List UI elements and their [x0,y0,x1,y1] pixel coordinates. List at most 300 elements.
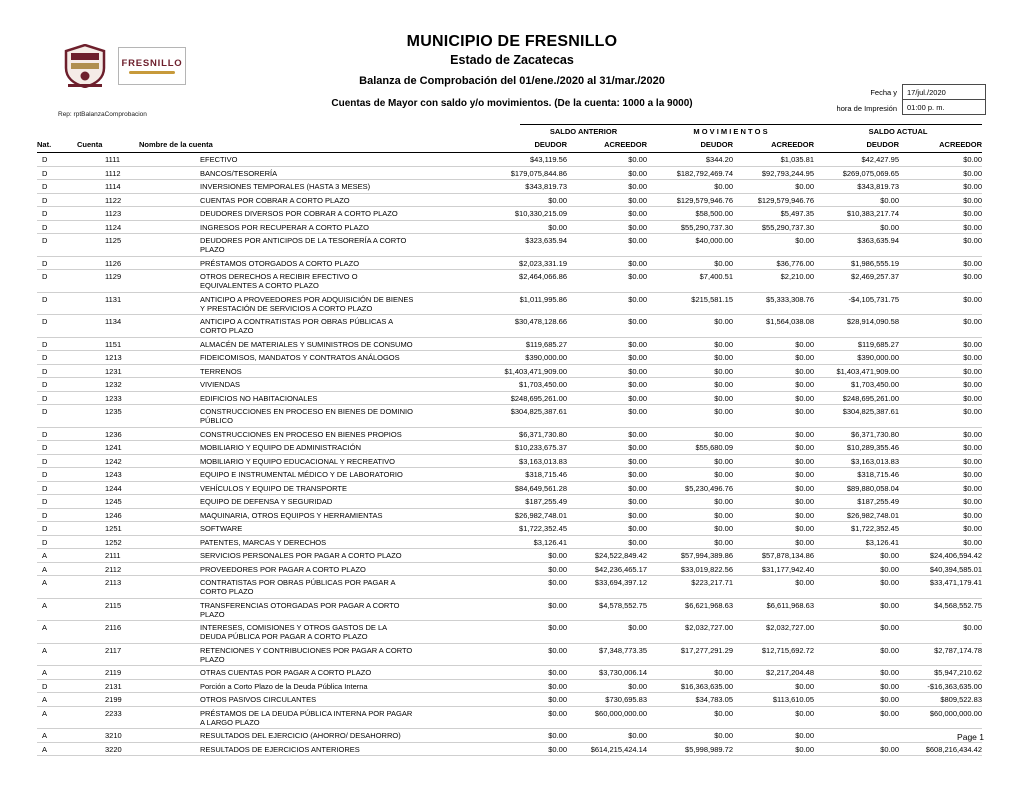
cell-nat: A [37,643,77,666]
cell-ac-acreedor: $0.00 [899,180,982,194]
cell-ac-deudor: $0.00 [814,706,899,729]
cell-sa-acreedor: $24,522,849.42 [567,549,647,563]
table-row [37,729,982,743]
cell-cuenta: 1134 [77,315,139,338]
cell-mv-deudor: $57,994,389.86 [647,549,733,563]
cell-sa-acreedor: $0.00 [567,364,647,378]
cell-sa-deudor: $0.00 [417,549,567,563]
cell-ac-acreedor: $0.00 [899,220,982,234]
cell-mv-deudor: $0.00 [647,666,733,680]
cell-mv-deudor: $58,500.00 [647,207,733,221]
cell-sa-deudor: $0.00 [417,706,567,729]
cell-mv-acreedor: $0.00 [733,234,814,257]
cell-ac-acreedor: $0.00 [899,193,982,207]
cell-sa-acreedor: $7,348,773.35 [567,643,647,666]
cell-nat: D [37,270,77,293]
saldo-actual-group-header: SALDO ACTUAL [814,124,982,137]
cell-sa-deudor: $2,464,066.86 [417,270,567,293]
table-row [37,292,982,315]
cell-nat: A [37,666,77,680]
cell-ac-acreedor: $0.00 [899,315,982,338]
cell-sa-acreedor: $0.00 [567,270,647,293]
print-time-value: 01:00 p. m. [902,100,986,115]
cell-ac-acreedor: $60,000,000.00 [899,706,982,729]
cell-nombre: EQUIPO E INSTRUMENTAL MÉDICO Y DE LABORATORIO [139,468,417,482]
cell-nat: A [37,706,77,729]
cell-mv-deudor: $40,000.00 [647,234,733,257]
saldo-anterior-group-header: SALDO ANTERIOR [417,124,647,137]
cell-nat: D [37,454,77,468]
cell-ac-deudor: $343,819.73 [814,180,899,194]
cell-ac-acreedor: $0.00 [899,270,982,293]
cell-nat: D [37,292,77,315]
table-row [37,495,982,509]
table-row [37,598,982,621]
cell-mv-deudor: $129,579,946.76 [647,193,733,207]
cell-sa-acreedor: $0.00 [567,234,647,257]
cell-sa-deudor: $323,635.94 [417,234,567,257]
cell-sa-acreedor: $0.00 [567,220,647,234]
cell-nat: D [37,522,77,536]
cell-sa-deudor: $1,703,450.00 [417,378,567,392]
print-time-row [837,100,986,115]
cell-nombre: EQUIPO DE DEFENSA Y SEGURIDAD [139,495,417,509]
cell-sa-acreedor: $0.00 [567,256,647,270]
cell-nombre: CONSTRUCCIONES EN PROCESO EN BIENES PROPIOS [139,427,417,441]
cell-ac-deudor: $0.00 [814,679,899,693]
cell-mv-deudor: $0.00 [647,391,733,405]
cell-nat: A [37,742,77,756]
cell-cuenta: 1131 [77,292,139,315]
cell-cuenta: 1242 [77,454,139,468]
cell-mv-deudor: $16,363,635.00 [647,679,733,693]
mv-acreedor-column-header: ACREEDOR [733,137,814,153]
cell-ac-deudor: $3,126.41 [814,535,899,549]
cell-mv-acreedor: $0.00 [733,576,814,599]
cell-sa-acreedor: $0.00 [567,378,647,392]
cell-sa-deudor: $119,685.27 [417,337,567,351]
cell-ac-deudor: $0.00 [814,576,899,599]
cell-nat: D [37,481,77,495]
cell-nat: A [37,598,77,621]
cell-sa-acreedor: $0.00 [567,441,647,455]
table-row [37,270,982,293]
cell-ac-deudor: $0.00 [814,621,899,644]
cell-ac-deudor: $248,695,261.00 [814,391,899,405]
cell-ac-acreedor: $5,947,210.62 [899,666,982,680]
cell-sa-deudor: $6,371,730.80 [417,427,567,441]
cell-mv-deudor: $0.00 [647,405,733,428]
cell-mv-acreedor: $5,333,308.76 [733,292,814,315]
cell-mv-deudor: $0.00 [647,315,733,338]
group-header-spacer [37,124,417,137]
table-row [37,378,982,392]
cell-nombre: ANTICIPO A CONTRATISTAS POR OBRAS PÚBLICAS A CORTO PLAZO [139,315,417,338]
table-row [37,454,982,468]
cell-cuenta: 1213 [77,351,139,365]
table-row [37,337,982,351]
cell-cuenta: 2112 [77,562,139,576]
cell-cuenta: 2113 [77,576,139,599]
fresnillo-wordmark-text: FRESNILLO [121,58,183,69]
cell-ac-deudor: $187,255.49 [814,495,899,509]
cell-ac-deudor: $0.00 [814,666,899,680]
cell-cuenta: 3210 [77,729,139,743]
cell-mv-deudor: $0.00 [647,454,733,468]
cell-sa-acreedor: $0.00 [567,153,647,167]
cell-ac-acreedor: $809,522.83 [899,693,982,707]
cell-sa-deudor: $0.00 [417,598,567,621]
table-row [37,508,982,522]
report-ref: Rep: rptBalanzaComprobacion [58,111,147,118]
cell-ac-deudor: $3,163,013.83 [814,454,899,468]
cell-ac-deudor: $0.00 [814,220,899,234]
cell-sa-acreedor: $0.00 [567,729,647,743]
cell-ac-acreedor: $0.00 [899,468,982,482]
cell-sa-acreedor: $0.00 [567,166,647,180]
cell-nombre: INVERSIONES TEMPORALES (HASTA 3 MESES) [139,180,417,194]
cell-mv-acreedor: $0.00 [733,427,814,441]
cell-sa-deudor: $2,023,331.19 [417,256,567,270]
cell-cuenta: 2199 [77,693,139,707]
print-date-label: Fecha y [870,88,897,97]
cell-nat: D [37,468,77,482]
table-row [37,621,982,644]
cell-cuenta: 1244 [77,481,139,495]
cell-ac-acreedor: $0.00 [899,153,982,167]
cell-mv-deudor: $7,400.51 [647,270,733,293]
table-row [37,468,982,482]
print-date-row [837,84,986,100]
cell-nombre: CUENTAS POR COBRAR A CORTO PLAZO [139,193,417,207]
cell-cuenta: 1122 [77,193,139,207]
cell-ac-deudor: $0.00 [814,562,899,576]
cell-sa-acreedor: $730,695.83 [567,693,647,707]
cell-nat: D [37,193,77,207]
cell-nombre: ALMACÉN DE MATERIALES Y SUMINISTROS DE CONSUMO [139,337,417,351]
cell-sa-deudor: $30,478,128.66 [417,315,567,338]
cell-nat: D [37,153,77,167]
cell-mv-acreedor: $0.00 [733,535,814,549]
cell-nombre: PROVEEDORES POR PAGAR A CORTO PLAZO [139,562,417,576]
cell-ac-acreedor: $0.00 [899,495,982,509]
cell-sa-deudor: $3,126.41 [417,535,567,549]
cell-cuenta: 1231 [77,364,139,378]
cell-mv-deudor: $223,217.71 [647,576,733,599]
cell-cuenta: 2131 [77,679,139,693]
cell-cuenta: 1232 [77,378,139,392]
cell-nombre: PRÉSTAMOS OTORGADOS A CORTO PLAZO [139,256,417,270]
cell-ac-acreedor: $24,406,594.42 [899,549,982,563]
cell-cuenta: 1129 [77,270,139,293]
cell-ac-deudor: $1,986,555.19 [814,256,899,270]
cell-ac-deudor: $269,075,069.65 [814,166,899,180]
cell-mv-deudor: $55,290,737.30 [647,220,733,234]
table-row [37,576,982,599]
cell-sa-deudor: $0.00 [417,562,567,576]
cell-cuenta: 1112 [77,166,139,180]
cell-sa-deudor: $0.00 [417,729,567,743]
cell-mv-acreedor: $0.00 [733,351,814,365]
table-row [37,315,982,338]
cell-nombre: EFECTIVO [139,153,417,167]
cell-sa-acreedor: $0.00 [567,337,647,351]
cell-ac-deudor: $10,289,355.46 [814,441,899,455]
cell-ac-acreedor: $2,787,174.78 [899,643,982,666]
cell-ac-deudor: $318,715.46 [814,468,899,482]
cell-cuenta: 1125 [77,234,139,257]
cell-sa-acreedor: $0.00 [567,535,647,549]
table-row [37,562,982,576]
cell-ac-deudor: $89,880,058.04 [814,481,899,495]
cell-nat: D [37,180,77,194]
cell-nombre: CONTRATISTAS POR OBRAS PÚBLICAS POR PAGAR A CORTO PLAZO [139,576,417,599]
cell-ac-acreedor: $0.00 [899,522,982,536]
cell-mv-deudor: $182,792,469.74 [647,166,733,180]
cell-sa-acreedor: $3,730,006.14 [567,666,647,680]
cell-mv-acreedor: $36,776.00 [733,256,814,270]
cell-cuenta: 1233 [77,391,139,405]
cell-cuenta: 1126 [77,256,139,270]
cell-sa-deudor: $1,403,471,909.00 [417,364,567,378]
cell-mv-acreedor: $0.00 [733,454,814,468]
cell-mv-deudor: $5,230,496.76 [647,481,733,495]
cell-ac-deudor: $363,635.94 [814,234,899,257]
cell-nombre: DEUDORES POR ANTICIPOS DE LA TESORERÍA A CORTO PLAZO [139,234,417,257]
cell-sa-acreedor: $0.00 [567,315,647,338]
cell-ac-acreedor: $0.00 [899,391,982,405]
cell-mv-acreedor: $129,579,946.76 [733,193,814,207]
cell-sa-acreedor: $0.00 [567,508,647,522]
cell-mv-deudor: $344.20 [647,153,733,167]
cell-sa-deudor: $187,255.49 [417,495,567,509]
report-title: Balanza de Comprobación del 01/ene./2020 al 31/mar./2020 [359,75,665,87]
cell-mv-acreedor: $0.00 [733,706,814,729]
cell-mv-deudor: $0.00 [647,706,733,729]
movimientos-group-header: M O V I M I E N T O S [647,124,814,137]
cell-mv-deudor: $33,019,822.56 [647,562,733,576]
table-row [37,441,982,455]
cell-mv-deudor: $34,783.05 [647,693,733,707]
table-row [37,405,982,428]
cell-cuenta: 2233 [77,706,139,729]
cell-nat: D [37,351,77,365]
municipality-title: MUNICIPIO DE FRESNILLO [406,33,618,50]
cell-nat: D [37,427,77,441]
cell-ac-deudor: $304,825,387.61 [814,405,899,428]
cell-nat: A [37,576,77,599]
cell-sa-deudor: $0.00 [417,576,567,599]
cell-mv-deudor: $55,680.09 [647,441,733,455]
cell-sa-acreedor: $4,578,552.75 [567,598,647,621]
table-row [37,256,982,270]
cell-mv-acreedor: $0.00 [733,522,814,536]
cell-mv-deudor: $0.00 [647,378,733,392]
cell-mv-acreedor: $55,290,737.30 [733,220,814,234]
cell-sa-deudor: $10,233,675.37 [417,441,567,455]
cell-mv-acreedor: $6,611,968.63 [733,598,814,621]
table-row [37,481,982,495]
cell-nombre: BANCOS/TESORERÍA [139,166,417,180]
cell-nombre: ANTICIPO A PROVEEDORES POR ADQUISICIÓN DE BIENES Y PRESTACIÓN DE SERVICIOS A CORTO PLAZO [139,292,417,315]
cell-cuenta: 1245 [77,495,139,509]
cell-nombre: INGRESOS POR RECUPERAR A CORTO PLAZO [139,220,417,234]
cell-nat: A [37,693,77,707]
cell-ac-acreedor: $0.00 [899,378,982,392]
cell-nat: A [37,729,77,743]
cell-nombre: EDIFICIOS NO HABITACIONALES [139,391,417,405]
cell-ac-acreedor: $0.00 [899,207,982,221]
cell-mv-deudor: $215,581.15 [647,292,733,315]
cell-sa-deudor: $0.00 [417,679,567,693]
cell-ac-acreedor: $33,471,179.41 [899,576,982,599]
cell-nombre: TERRENOS [139,364,417,378]
cell-mv-acreedor: $0.00 [733,180,814,194]
cell-nat: D [37,166,77,180]
table-row [37,427,982,441]
cell-sa-acreedor: $0.00 [567,427,647,441]
cell-nombre: CONSTRUCCIONES EN PROCESO EN BIENES DE DOMINIO PÚBLICO [139,405,417,428]
cell-cuenta: 2119 [77,666,139,680]
cell-mv-acreedor: $12,715,692.72 [733,643,814,666]
cell-sa-deudor: $3,163,013.83 [417,454,567,468]
cell-cuenta: 1111 [77,153,139,167]
table-row [37,351,982,365]
cell-mv-acreedor: $0.00 [733,679,814,693]
cell-nombre: MOBILIARIO Y EQUIPO DE ADMINISTRACIÓN [139,441,417,455]
cell-mv-deudor: $0.00 [647,495,733,509]
cell-nombre: RETENCIONES Y CONTRIBUCIONES POR PAGAR A CORTO PLAZO [139,643,417,666]
cell-ac-acreedor: $0.00 [899,234,982,257]
cell-ac-acreedor: $4,568,552.75 [899,598,982,621]
cell-ac-acreedor: $0.00 [899,535,982,549]
cell-sa-deudor: $0.00 [417,193,567,207]
table-row [37,207,982,221]
cell-cuenta: 1235 [77,405,139,428]
cell-nombre: TRANSFERENCIAS OTORGADAS POR PAGAR A CORTO PLAZO [139,598,417,621]
cell-sa-acreedor: $0.00 [567,292,647,315]
cell-cuenta: 2116 [77,621,139,644]
cell-ac-acreedor: $0.00 [899,292,982,315]
cell-ac-deudor: $10,383,217.74 [814,207,899,221]
cell-mv-acreedor: $0.00 [733,441,814,455]
cell-mv-deudor: $0.00 [647,364,733,378]
cell-mv-acreedor: $92,793,244.95 [733,166,814,180]
cell-ac-deudor: $390,000.00 [814,351,899,365]
cell-nat: D [37,337,77,351]
cell-nat: A [37,549,77,563]
cell-sa-acreedor: $33,694,397.12 [567,576,647,599]
cell-sa-acreedor: $0.00 [567,679,647,693]
cell-sa-deudor: $304,825,387.61 [417,405,567,428]
cell-ac-acreedor: $0.00 [899,508,982,522]
cell-ac-deudor: $1,703,450.00 [814,378,899,392]
cell-sa-acreedor: $0.00 [567,522,647,536]
cell-cuenta: 1251 [77,522,139,536]
cell-nombre: OTROS PASIVOS CIRCULANTES [139,693,417,707]
state-title: Estado de Zacatecas [450,53,574,67]
cell-cuenta: 1252 [77,535,139,549]
cell-mv-acreedor: $0.00 [733,405,814,428]
cell-ac-acreedor: $0.00 [899,256,982,270]
cell-sa-acreedor: $0.00 [567,405,647,428]
cell-cuenta: 1241 [77,441,139,455]
mv-deudor-column-header: DEUDOR [647,137,733,153]
cell-mv-acreedor: $2,032,727.00 [733,621,814,644]
cell-mv-acreedor: $57,878,134.86 [733,549,814,563]
cell-sa-deudor: $84,649,561.28 [417,481,567,495]
cell-mv-acreedor: $0.00 [733,729,814,743]
cell-nat: D [37,364,77,378]
cell-ac-acreedor: $0.00 [899,351,982,365]
cell-ac-deudor: $0.00 [814,598,899,621]
cell-ac-deudor: $119,685.27 [814,337,899,351]
cell-sa-deudor: $0.00 [417,742,567,756]
cell-mv-deudor: $17,277,291.29 [647,643,733,666]
cell-ac-acreedor: $0.00 [899,441,982,455]
cell-sa-deudor: $43,119.56 [417,153,567,167]
cell-mv-deudor: $0.00 [647,180,733,194]
cell-nat: D [37,234,77,257]
cell-nombre: FIDEICOMISOS, MANDATOS Y CONTRATOS ANÁLOGOS [139,351,417,365]
table-row [37,706,982,729]
table-body [37,153,982,756]
cell-mv-acreedor: $5,497.35 [733,207,814,221]
cell-sa-acreedor: $0.00 [567,481,647,495]
cell-ac-acreedor: $608,216,434.42 [899,742,982,756]
table-row [37,153,982,167]
cell-nombre: VEHÍCULOS Y EQUIPO DE TRANSPORTE [139,481,417,495]
cell-cuenta: 1246 [77,508,139,522]
table-row [37,535,982,549]
cell-mv-deudor: $2,032,727.00 [647,621,733,644]
cell-mv-deudor: $0.00 [647,427,733,441]
cell-nombre: RESULTADOS DEL EJERCICIO (AHORRO/ DESAHORRO) [139,729,417,743]
cell-ac-deudor: $1,722,352.45 [814,522,899,536]
cell-sa-acreedor: $0.00 [567,468,647,482]
cell-mv-acreedor: $0.00 [733,742,814,756]
cell-ac-deudor: $2,469,257.37 [814,270,899,293]
cell-nat: D [37,207,77,221]
cell-sa-acreedor: $0.00 [567,391,647,405]
cell-ac-acreedor: $0.00 [899,405,982,428]
cell-ac-deudor [814,729,899,743]
cell-nombre: MOBILIARIO Y EQUIPO EDUCACIONAL Y RECREATIVO [139,454,417,468]
cell-nat: D [37,495,77,509]
cell-cuenta: 2111 [77,549,139,563]
cell-sa-acreedor: $614,215,424.14 [567,742,647,756]
cell-sa-acreedor: $0.00 [567,207,647,221]
cell-mv-acreedor: $113,610.05 [733,693,814,707]
cell-nombre: PRÉSTAMOS DE LA DEUDA PÚBLICA INTERNA POR PAGAR A LARGO PLAZO [139,706,417,729]
cell-sa-acreedor: $0.00 [567,193,647,207]
cell-sa-deudor: $0.00 [417,220,567,234]
cell-sa-acreedor: $0.00 [567,621,647,644]
cell-ac-deudor: $0.00 [814,193,899,207]
cell-sa-deudor: $1,011,995.86 [417,292,567,315]
cell-mv-acreedor: $0.00 [733,337,814,351]
sa-acreedor-column-header: ACREEDOR [567,137,647,153]
table-row [37,220,982,234]
column-header-row [37,137,982,153]
cell-ac-acreedor: $0.00 [899,481,982,495]
ac-deudor-column-header: DEUDOR [814,137,899,153]
cell-mv-deudor: $0.00 [647,535,733,549]
cell-mv-acreedor: $31,177,942.40 [733,562,814,576]
cell-nombre: PATENTES, MARCAS Y DERECHOS [139,535,417,549]
cell-mv-deudor: $0.00 [647,468,733,482]
cell-mv-deudor: $0.00 [647,522,733,536]
